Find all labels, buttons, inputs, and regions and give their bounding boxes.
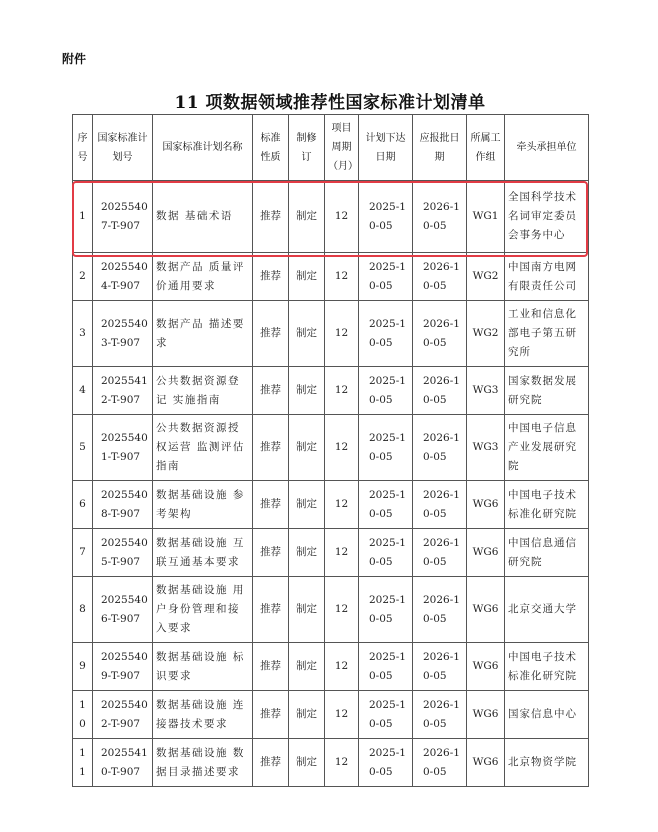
- cell-plan-no: 20255406-T-907: [93, 577, 153, 643]
- header-nature: 标准性质: [253, 115, 289, 181]
- cell-issue-date: 2025-10-05: [359, 739, 413, 787]
- cell-org: 工业和信息化部电子第五研究所: [505, 301, 589, 367]
- cell-nature: 推荐: [253, 691, 289, 739]
- cell-no: 2: [73, 253, 93, 301]
- cell-due-date: 2026-10-05: [413, 301, 467, 367]
- cell-due-date: 2026-10-05: [413, 181, 467, 253]
- cell-plan-no: 20255403-T-907: [93, 301, 153, 367]
- cell-period: 12: [325, 643, 359, 691]
- cell-group: WG6: [467, 739, 505, 787]
- table-row: [73, 739, 589, 787]
- cell-period: 12: [325, 691, 359, 739]
- cell-name: 公共数据资源授权运营 监测评估指南: [153, 415, 253, 481]
- header-due-date: 应报批日期: [413, 115, 467, 181]
- cell-plan-no: 20255407-T-907: [93, 181, 153, 253]
- cell-nature: 推荐: [253, 301, 289, 367]
- cell-plan-no: 20255412-T-907: [93, 367, 153, 415]
- cell-period: 12: [325, 739, 359, 787]
- cell-no: 7: [73, 529, 93, 577]
- cell-due-date: 2026-10-05: [413, 577, 467, 643]
- header-type: 制修订: [289, 115, 325, 181]
- cell-no: 6: [73, 481, 93, 529]
- table-row: [73, 367, 589, 415]
- cell-group: WG3: [467, 367, 505, 415]
- cell-no: 10: [73, 691, 93, 739]
- cell-group: WG6: [467, 691, 505, 739]
- cell-type: 制定: [289, 481, 325, 529]
- cell-no: 5: [73, 415, 93, 481]
- cell-group: WG2: [467, 301, 505, 367]
- cell-nature: 推荐: [253, 367, 289, 415]
- header-name: 国家标准计划名称: [153, 115, 253, 181]
- table-row: [73, 643, 589, 691]
- cell-name: 数据基础设施 参考架构: [153, 481, 253, 529]
- cell-issue-date: 2025-10-05: [359, 301, 413, 367]
- cell-period: 12: [325, 481, 359, 529]
- cell-plan-no: 20255405-T-907: [93, 529, 153, 577]
- cell-issue-date: 2025-10-05: [359, 415, 413, 481]
- cell-issue-date: 2025-10-05: [359, 253, 413, 301]
- cell-org: 北京物资学院: [505, 739, 589, 787]
- cell-type: 制定: [289, 577, 325, 643]
- cell-due-date: 2026-10-05: [413, 415, 467, 481]
- cell-name: 数据基础设施 连接器技术要求: [153, 691, 253, 739]
- table-header-row: [73, 115, 589, 181]
- cell-org: 中国南方电网有限责任公司: [505, 253, 589, 301]
- cell-nature: 推荐: [253, 643, 289, 691]
- cell-group: WG3: [467, 415, 505, 481]
- cell-type: 制定: [289, 415, 325, 481]
- cell-plan-no: 20255404-T-907: [93, 253, 153, 301]
- cell-name: 公共数据资源登记 实施指南: [153, 367, 253, 415]
- cell-no: 11: [73, 739, 93, 787]
- cell-type: 制定: [289, 181, 325, 253]
- cell-name: 数据基础设施 用户身份管理和接入要求: [153, 577, 253, 643]
- cell-period: 12: [325, 181, 359, 253]
- cell-period: 12: [325, 577, 359, 643]
- cell-group: WG6: [467, 577, 505, 643]
- cell-group: WG6: [467, 529, 505, 577]
- table-row: [73, 691, 589, 739]
- cell-no: 4: [73, 367, 93, 415]
- cell-plan-no: 20255402-T-907: [93, 691, 153, 739]
- attachment-label: 附件: [62, 52, 87, 66]
- cell-due-date: 2026-10-05: [413, 529, 467, 577]
- cell-issue-date: 2025-10-05: [359, 181, 413, 253]
- cell-org: 中国信息通信研究院: [505, 529, 589, 577]
- cell-nature: 推荐: [253, 181, 289, 253]
- cell-nature: 推荐: [253, 253, 289, 301]
- table-row: [73, 181, 589, 253]
- cell-type: 制定: [289, 739, 325, 787]
- cell-no: 1: [73, 181, 93, 253]
- cell-issue-date: 2025-10-05: [359, 643, 413, 691]
- cell-type: 制定: [289, 529, 325, 577]
- cell-due-date: 2026-10-05: [413, 643, 467, 691]
- cell-name: 数据基础设施 标识要求: [153, 643, 253, 691]
- cell-type: 制定: [289, 643, 325, 691]
- cell-type: 制定: [289, 301, 325, 367]
- cell-due-date: 2026-10-05: [413, 691, 467, 739]
- table-row: [73, 577, 589, 643]
- cell-org: 全国科学技术名词审定委员会事务中心: [505, 181, 589, 253]
- cell-no: 9: [73, 643, 93, 691]
- cell-nature: 推荐: [253, 529, 289, 577]
- cell-org: 中国电子技术标准化研究院: [505, 643, 589, 691]
- cell-group: WG2: [467, 253, 505, 301]
- cell-period: 12: [325, 367, 359, 415]
- cell-due-date: 2026-10-05: [413, 367, 467, 415]
- cell-name: 数据产品 描述要求: [153, 301, 253, 367]
- cell-type: 制定: [289, 367, 325, 415]
- cell-name: 数据产品 质量评价通用要求: [153, 253, 253, 301]
- table-row: [73, 481, 589, 529]
- cell-name: 数据 基础术语: [153, 181, 253, 253]
- table-row: [73, 253, 589, 301]
- cell-issue-date: 2025-10-05: [359, 529, 413, 577]
- cell-org: 国家信息中心: [505, 691, 589, 739]
- cell-no: 3: [73, 301, 93, 367]
- cell-period: 12: [325, 301, 359, 367]
- header-period: 项目周期（月）: [325, 115, 359, 181]
- header-issue-date: 计划下达日期: [359, 115, 413, 181]
- cell-nature: 推荐: [253, 577, 289, 643]
- cell-name: 数据基础设施 数据目录描述要求: [153, 739, 253, 787]
- cell-no: 8: [73, 577, 93, 643]
- table-row: [73, 415, 589, 481]
- table-row: [73, 301, 589, 367]
- cell-name: 数据基础设施 互联互通基本要求: [153, 529, 253, 577]
- header-org: 牵头承担单位: [505, 115, 589, 181]
- cell-nature: 推荐: [253, 415, 289, 481]
- cell-issue-date: 2025-10-05: [359, 577, 413, 643]
- table-row: [73, 529, 589, 577]
- header-group: 所属工作组: [467, 115, 505, 181]
- cell-group: WG1: [467, 181, 505, 253]
- cell-plan-no: 20255408-T-907: [93, 481, 153, 529]
- cell-plan-no: 20255410-T-907: [93, 739, 153, 787]
- cell-org: 中国电子技术标准化研究院: [505, 481, 589, 529]
- cell-due-date: 2026-10-05: [413, 253, 467, 301]
- cell-org: 中国电子信息产业发展研究院: [505, 415, 589, 481]
- cell-issue-date: 2025-10-05: [359, 481, 413, 529]
- cell-nature: 推荐: [253, 481, 289, 529]
- header-no: 序号: [73, 115, 93, 181]
- cell-due-date: 2026-10-05: [413, 481, 467, 529]
- cell-plan-no: 20255409-T-907: [93, 643, 153, 691]
- cell-group: WG6: [467, 481, 505, 529]
- cell-type: 制定: [289, 253, 325, 301]
- cell-issue-date: 2025-10-05: [359, 367, 413, 415]
- cell-plan-no: 20255401-T-907: [93, 415, 153, 481]
- cell-nature: 推荐: [253, 739, 289, 787]
- cell-due-date: 2026-10-05: [413, 739, 467, 787]
- cell-period: 12: [325, 415, 359, 481]
- cell-org: 国家数据发展研究院: [505, 367, 589, 415]
- cell-type: 制定: [289, 691, 325, 739]
- cell-period: 12: [325, 253, 359, 301]
- cell-period: 12: [325, 529, 359, 577]
- document-title: 11 项数据领域推荐性国家标准计划清单: [174, 93, 486, 113]
- standards-plan-table: [72, 114, 589, 787]
- cell-issue-date: 2025-10-05: [359, 691, 413, 739]
- cell-org: 北京交通大学: [505, 577, 589, 643]
- cell-group: WG6: [467, 643, 505, 691]
- header-plan-no: 国家标准计划号: [93, 115, 153, 181]
